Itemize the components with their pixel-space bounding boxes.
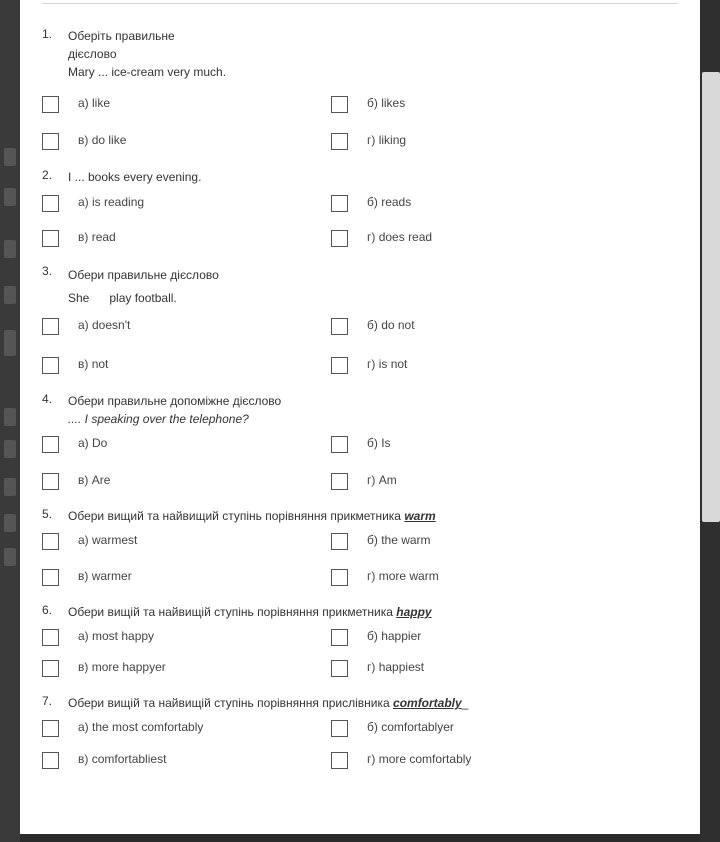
option-label: в) warmer — [78, 569, 132, 583]
question-number: 2. — [42, 168, 53, 182]
option-label: в) comfortabliest — [78, 752, 167, 766]
option-label: г) is not — [367, 357, 408, 371]
background-glyph — [4, 440, 16, 458]
option-label: г) more comfortably — [367, 752, 472, 766]
option-label: г) happiest — [367, 660, 425, 674]
question-line: Оберіть правильне — [68, 29, 175, 43]
question-line: I ... books every evening. — [68, 170, 202, 184]
checkbox[interactable] — [42, 195, 59, 212]
question-line: Обери правильне дієслово — [68, 268, 219, 282]
question-text — [68, 27, 488, 81]
question-number: 1. — [42, 27, 53, 41]
option-label: б) likes — [367, 96, 406, 110]
question-number: 3. — [42, 264, 53, 278]
question-text — [68, 168, 488, 186]
option-label: а) Do — [78, 436, 108, 450]
question-prefix: Обери вищий та найвищий ступінь порівняння прикметника — [68, 509, 405, 523]
checkbox[interactable] — [331, 569, 348, 586]
option-label: в) not — [78, 357, 109, 371]
option-label: а) the most comfortably — [78, 720, 204, 734]
option-label: а) most happy — [78, 629, 155, 643]
option-label: г) more warm — [367, 569, 439, 583]
background-glyph — [4, 408, 16, 426]
question-line: .... I speaking over the telephone? — [68, 412, 249, 426]
checkbox[interactable] — [331, 720, 348, 737]
option-label: г) liking — [367, 133, 407, 147]
background-glyph — [4, 240, 16, 258]
question-number: 4. — [42, 392, 53, 406]
background-glyph — [4, 514, 16, 532]
keyword: happy — [396, 605, 432, 619]
question-text — [68, 694, 668, 712]
scrollbar-track[interactable] — [700, 0, 720, 842]
question-line: Mary ... ice-cream very much. — [68, 65, 227, 79]
checkbox[interactable] — [42, 569, 59, 586]
option-label: а) warmest — [78, 533, 138, 547]
checkbox[interactable] — [331, 660, 348, 677]
background-glyph — [4, 188, 16, 206]
scrollbar-thumb[interactable] — [702, 72, 720, 522]
option-label: г) Am — [367, 473, 397, 487]
checkbox[interactable] — [331, 96, 348, 113]
checkbox[interactable] — [331, 133, 348, 150]
background-glyph — [4, 478, 16, 496]
question-suffix: _ — [461, 696, 469, 710]
question-line: Обери правильне допоміжне дієслово — [68, 394, 282, 408]
checkbox[interactable] — [42, 436, 59, 453]
checkbox[interactable] — [42, 357, 59, 374]
checkbox[interactable] — [42, 720, 59, 737]
question-number: 5. — [42, 507, 53, 521]
checkbox[interactable] — [331, 195, 348, 212]
background-glyph — [4, 148, 16, 166]
background-page-edge — [0, 0, 20, 842]
option-label: а) doesn't — [78, 318, 131, 332]
background-glyph — [4, 548, 16, 566]
option-label: б) the warm — [367, 533, 431, 547]
question-prefix: Обери вищій та найвищій ступінь порівняння прислівника — [68, 696, 394, 710]
checkbox[interactable] — [331, 230, 348, 247]
checkbox[interactable] — [331, 752, 348, 769]
option-label: б) happier — [367, 629, 422, 643]
checkbox[interactable] — [42, 752, 59, 769]
option-label: а) is reading — [78, 195, 145, 209]
option-label: б) reads — [367, 195, 412, 209]
option-label: б) do not — [367, 318, 415, 332]
checkbox[interactable] — [42, 629, 59, 646]
checkbox[interactable] — [331, 629, 348, 646]
option-label: в) read — [78, 230, 116, 244]
divider — [42, 3, 678, 4]
question-text — [68, 392, 488, 428]
checkbox[interactable] — [42, 660, 59, 677]
checkbox[interactable] — [331, 436, 348, 453]
question-text — [68, 603, 668, 621]
option-label: г) does read — [367, 230, 433, 244]
question-number: 7. — [42, 694, 53, 708]
question-prefix: Обери вищій та найвищій ступінь порівняння прикметника — [68, 605, 397, 619]
question-text — [68, 507, 668, 525]
checkbox[interactable] — [42, 96, 59, 113]
keyword: comfortably — [393, 696, 462, 710]
checkbox[interactable] — [331, 473, 348, 490]
question-line: дієслово — [68, 47, 117, 61]
checkbox[interactable] — [42, 318, 59, 335]
checkbox[interactable] — [331, 318, 348, 335]
background-glyph — [4, 286, 16, 304]
checkbox[interactable] — [42, 133, 59, 150]
option-label: в) do like — [78, 133, 127, 147]
question-number: 6. — [42, 603, 53, 617]
option-label: в) Are — [78, 473, 111, 487]
checkbox[interactable] — [42, 230, 59, 247]
question-line: She play football. — [68, 291, 177, 305]
option-label: в) more happyer — [78, 660, 166, 674]
background-glyph — [4, 330, 16, 356]
question-text — [68, 264, 488, 310]
checkbox[interactable] — [42, 533, 59, 550]
option-label: а) like — [78, 96, 111, 110]
checkbox[interactable] — [331, 357, 348, 374]
worksheet-page — [20, 0, 700, 834]
keyword: warm — [404, 509, 436, 523]
checkbox[interactable] — [331, 533, 348, 550]
option-label: б) comfortablyer — [367, 720, 454, 734]
option-label: б) Is — [367, 436, 391, 450]
checkbox[interactable] — [42, 473, 59, 490]
